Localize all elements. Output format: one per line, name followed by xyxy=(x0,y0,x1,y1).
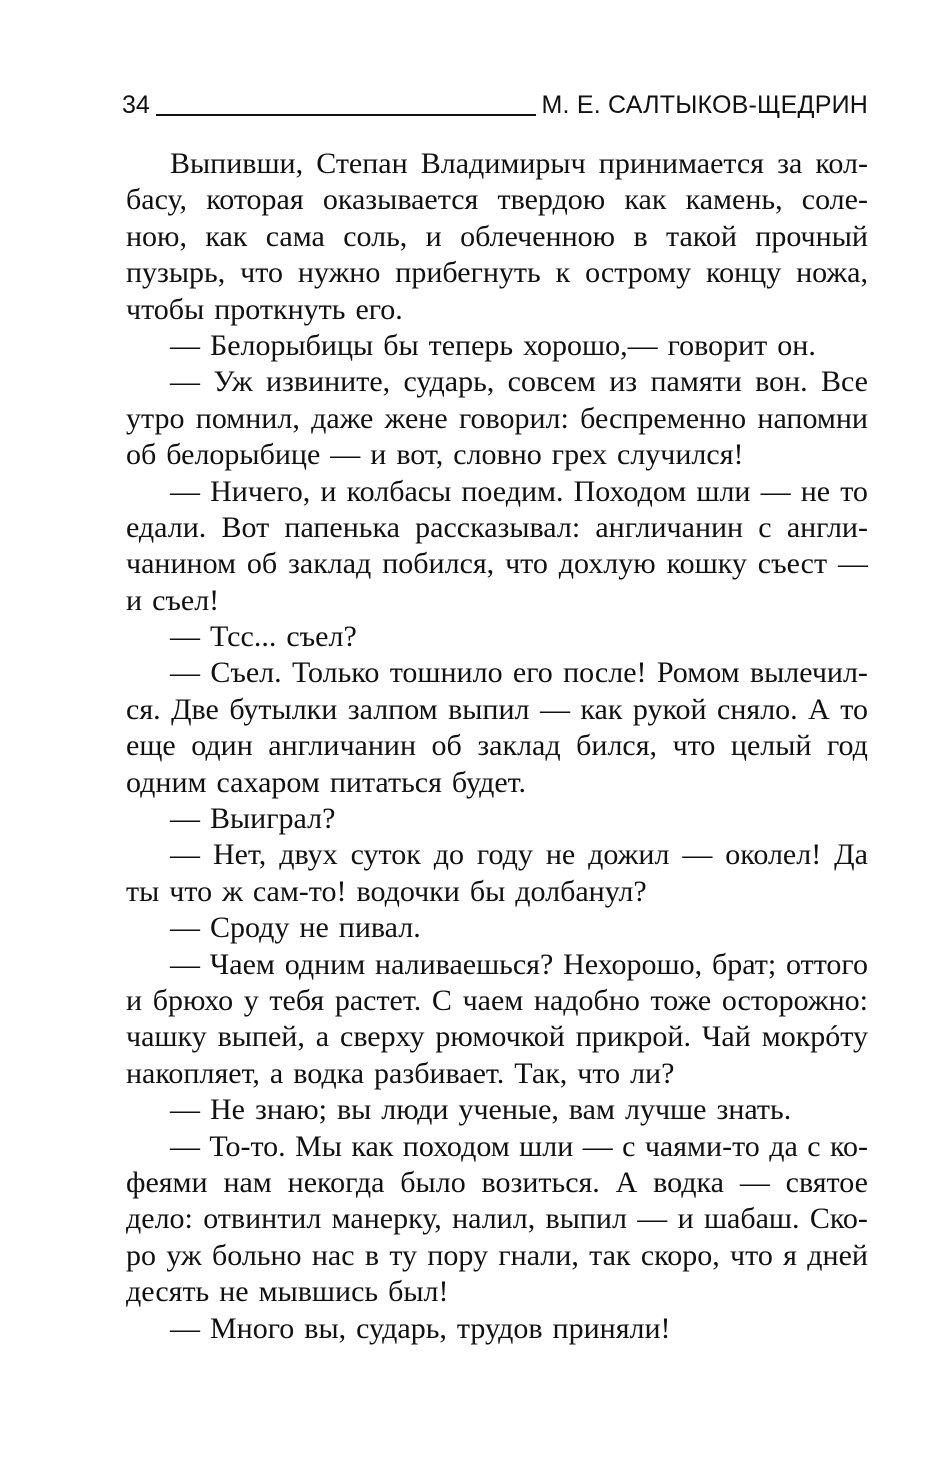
text-line: об белорыбице — и вот, словно грех случился! xyxy=(126,438,744,472)
text-line: десять не мывшись был! xyxy=(126,1275,449,1309)
text-line: — Много вы, сударь, трудов приняли! xyxy=(170,1311,671,1345)
text-line: феями нам некогда было возиться. А водка — святое xyxy=(126,1165,868,1199)
page-number: 34 xyxy=(122,91,150,119)
text-line: Выпивши, Степан Владимирыч принимается за кол- xyxy=(170,147,868,180)
text-line: и съел! xyxy=(126,583,220,617)
text-line: еще один англичанин об заклад бился, что целый год xyxy=(126,729,868,763)
text-line: — Ничего, и колбасы поедим. Походом шли — не то xyxy=(170,474,868,508)
text-line: и брюхо у тебя растет. С чаем надобно тоже осторожно: xyxy=(126,983,868,1017)
text-line: — Нет, двух суток до году не дожил — околел! Да xyxy=(170,838,868,872)
text-line: — Не знаю; вы люди ученые, вам лучше знать. xyxy=(170,1093,792,1127)
text-line: дело: отвинтил манерку, налил, выпил — и шабаш. Ско- xyxy=(126,1202,868,1236)
text-line: ты что ж сам-то! водочки бы долбанул? xyxy=(126,874,647,908)
text-line: — Сроду не пивал. xyxy=(170,911,421,945)
text-line: чанином об заклад побился, что дохлую кошку съест — xyxy=(126,547,868,581)
text-line: — Съел. Только тошнило его после! Ромом вылечил- xyxy=(170,656,868,690)
text-line: ся. Две бутылки залпом выпил — как рукой сняло. А то xyxy=(126,692,868,726)
text-line: — Выиграл? xyxy=(170,802,336,836)
running-header xyxy=(122,86,868,122)
text-line: утро помнил, даже жене говорил: беспременно напомни xyxy=(126,401,868,435)
text-line: — Чаем одним наливаешься? Нехорошо, брат; оттого xyxy=(170,947,868,981)
header-rule xyxy=(156,114,536,116)
text-line: одним сахаром питаться будет. xyxy=(126,765,527,799)
text-line: — Тсс... съел? xyxy=(170,620,357,654)
text-line: чтобы проткнуть его. xyxy=(126,292,403,326)
text-line: ро уж больно нас в ту пору гнали, так скоро, что я дней xyxy=(126,1238,868,1272)
text-line: — То-то. Мы как походом шли — с чаями-то да с ко- xyxy=(170,1129,868,1163)
text-line: ною, как сама соль, и облеченною в такой прочный xyxy=(126,219,868,253)
text-line: — Белорыбицы бы теперь хорошо,— говорит он. xyxy=(170,328,816,362)
text-line: чашку выпей, а сверху рюмочкой прикрой. Чай мокрóту xyxy=(126,1020,868,1054)
text-line: — Уж извините, сударь, совсем из памяти вон. Все xyxy=(170,365,868,399)
text-line: едали. Вот папенька рассказывал: англичанин с англи- xyxy=(126,510,868,544)
text-line: пузырь, что нужно прибегнуть к острому концу ножа, xyxy=(126,256,868,290)
text-line: накопляет, а водка разбивает. Так, что ли? xyxy=(126,1056,675,1090)
body-text xyxy=(126,146,868,1347)
running-title: М. Е. САЛТЫКОВ-ЩЕДРИН xyxy=(541,91,868,119)
text-line: басу, которая оказывается твердою как камень, соле- xyxy=(126,183,868,217)
